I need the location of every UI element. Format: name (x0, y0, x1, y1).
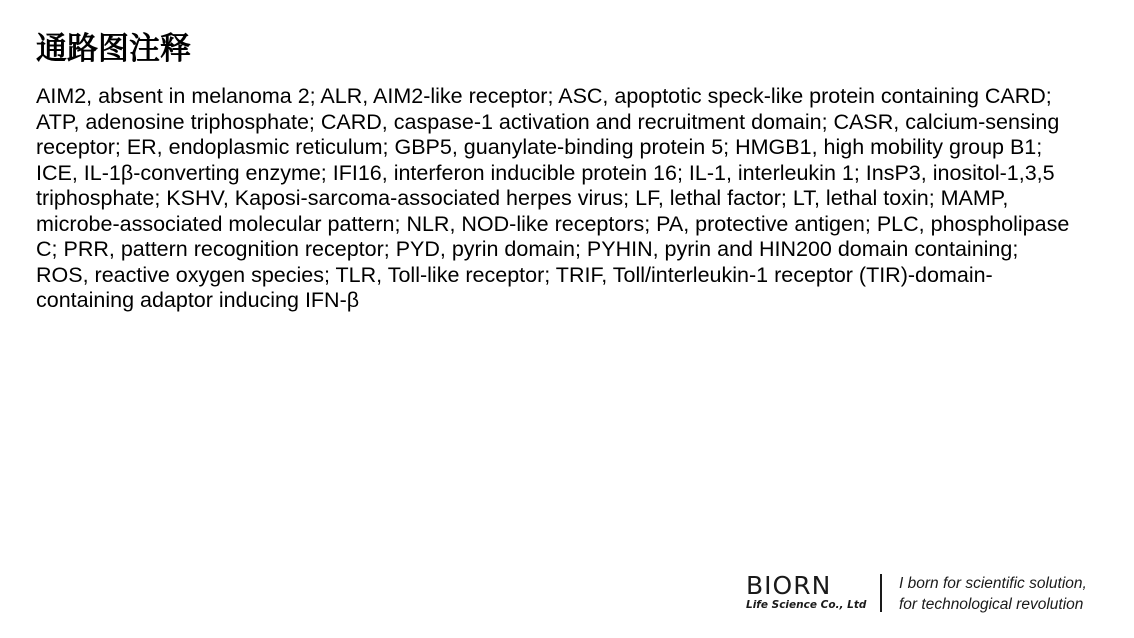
footer-divider (880, 574, 882, 612)
slide-title: 通路图注释 (36, 31, 191, 67)
logo-subtitle: Life Science Co., Ltd (746, 599, 867, 611)
company-slogan (899, 573, 1087, 615)
logo-name: BIORN (746, 571, 832, 600)
slogan-line-1: I born for scientific solution, (899, 575, 1087, 592)
footer-branding (744, 572, 1114, 616)
slogan-line-2: for technological revolution (899, 596, 1084, 613)
company-logo (744, 572, 866, 616)
abbreviation-list: AIM2, absent in melanoma 2; ALR, AIM2-like receptor; ASC, apoptotic speck-like protein containing CARD; ATP, adenosine triphosphate; CARD, caspase-1 activation and recruitment domain; CASR, calcium-sensing receptor; ER, endoplasmic reticulum; GBP5, guanylate-binding protein 5; HMGB1, high mobility group B1; ICE, IL-1β-converting enzyme; IFI16, interferon inducible protein 16; IL-1, interleukin 1; InsP3, inositol-1,3,5 triphosphate; KSHV, Kaposi-sarcoma-associated herpes virus; LF, lethal factor; LT, lethal toxin; MAMP, microbe-associated molecular pattern; NLR, NOD-like receptors; PA, protective antigen; PLC, phospholipase C; PRR, pattern recognition receptor; PYD, pyrin domain; PYHIN, pyrin and HIN200 domain containing; ROS, reactive oxygen species; TLR, Toll-like receptor; TRIF, Toll/interleukin-1 receptor (TIR)-domain-containing adaptor inducing IFN-β (36, 84, 1070, 312)
